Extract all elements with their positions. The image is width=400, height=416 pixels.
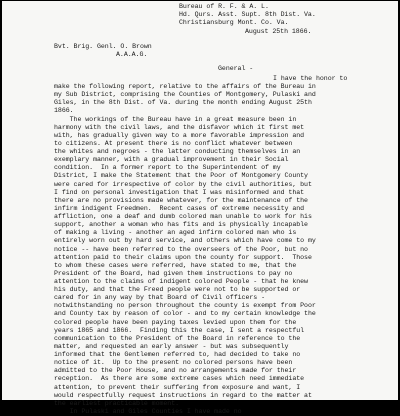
- body-line: entirely worn out by hard service, and others which have come to my: [54, 237, 316, 245]
- body-line: attention to the claims of indigent colored People - that he knew: [54, 278, 308, 285]
- recipient-title: A.A.A.G.: [116, 51, 148, 58]
- body-line: the earliest practicable moment.: [54, 399, 180, 407]
- body-line: there are no provisions made whatever, for the maintenance of the: [54, 196, 308, 204]
- body-line: make the following report, relative to the affairs of the Bureau in: [54, 83, 316, 91]
- body-line: The workings of the Bureau have in a great measure been in: [54, 115, 297, 123]
- body-line: my Sub District, comprising the Counties of Montgomery, Pulaski and: [54, 91, 316, 99]
- body-line: District, I make the Statement that the Poor of Montgomery County: [54, 172, 308, 180]
- body-line: would respectfully request instructions in regard to the matter at: [54, 391, 312, 399]
- body-line: harmony with the civil laws, and the disfavor which it first met: [54, 123, 305, 131]
- body-line: notice of it. Up to the present no colored persons have been: [54, 359, 293, 367]
- recipient-name: Bvt. Brig. Genl. O. Brown: [54, 43, 152, 50]
- body-line: In Pulaski and Giles Counties I have made no: [54, 407, 242, 415]
- body-line: informed that the Gentlemen referred to, had decided to take no: [54, 351, 301, 359]
- document-page: [2, 1, 398, 415]
- body-line: infirm indigent Freedmen. Recent cases of extreme necessity and: [54, 204, 305, 212]
- body-line: admitted to the Poor House, and no arrangements made for their: [54, 367, 297, 375]
- body-line: and County tax by reason of color - and to my certain knowledge the: [54, 310, 316, 318]
- salutation: General -: [218, 65, 254, 72]
- body-line: condition. In a former report to the Superintendent of my: [54, 164, 281, 172]
- header-date: August 25th 1866.: [245, 28, 312, 35]
- body-line: attention, to prevent their suffering from exposure and want, I: [54, 383, 301, 391]
- body-line: matter, and requested an early answer - but was subsequently: [54, 342, 289, 350]
- body-line: the whites and negroes - the latter conducting themselves in an: [54, 148, 301, 156]
- body-line: with, has gradually given way to a more favorable impression and: [54, 131, 305, 139]
- body-line: support, another a woman who has fits and is physically incapable: [54, 221, 308, 229]
- header-office: Bureau of R. F. & A. L.: [179, 3, 269, 10]
- body-line: President of the Board, had given them instructions to pay no: [54, 269, 293, 277]
- body-line: I have the honor to: [273, 75, 348, 82]
- header-headquarters: Hd. Qurs. Asst. Supt. 8th Dist. Va.: [179, 11, 316, 18]
- body-line: 1866.: [54, 107, 74, 115]
- body-line: to citizens. At present there is no conflict whatever between: [54, 139, 293, 147]
- body-line: of making a living - another an aged infirm colored man who is: [54, 229, 297, 237]
- body-line: exemplary manner, with a gradual improvement in their Social: [54, 156, 289, 164]
- body-line: attention paid to their claims upon the county for support. Those: [54, 253, 312, 261]
- body-line: reception. As there are some extreme cases which need immediate: [54, 375, 305, 383]
- body-line: affliction, one a deaf and dumb colored man unable to work for his: [54, 213, 312, 221]
- body-line: notice -- have been referred to the overseers of the Poor, but no: [54, 245, 308, 253]
- body-line: communication to the President of the Board in reference to the: [54, 334, 301, 342]
- body-line: notwithstanding no person throughout the county is exempt from Poor: [54, 302, 316, 310]
- body-line: I find on personal investigation that I was misinformed and that: [54, 188, 305, 196]
- body-line: years 1865 and 1866. Finding this the case, I sent a respectful: [54, 326, 305, 334]
- body-line: colored people have been paying taxes levied upon them for the: [54, 318, 297, 326]
- body-line: his duty, and that the Freed people were not to be supported or: [54, 286, 301, 294]
- body-line: to whom these cases were referred, have stated to me, that the: [54, 261, 297, 269]
- body-line: were cared for irrespective of color by the civil authorities, but: [54, 180, 312, 188]
- body-line: cared for in any way by that Board of Civil officers -: [54, 294, 265, 302]
- body-line: Giles, in the 8th Dist. of Va. during the month ending August 25th: [54, 99, 312, 107]
- header-location: Christiansburg Mont. Co. Va.: [179, 19, 289, 26]
